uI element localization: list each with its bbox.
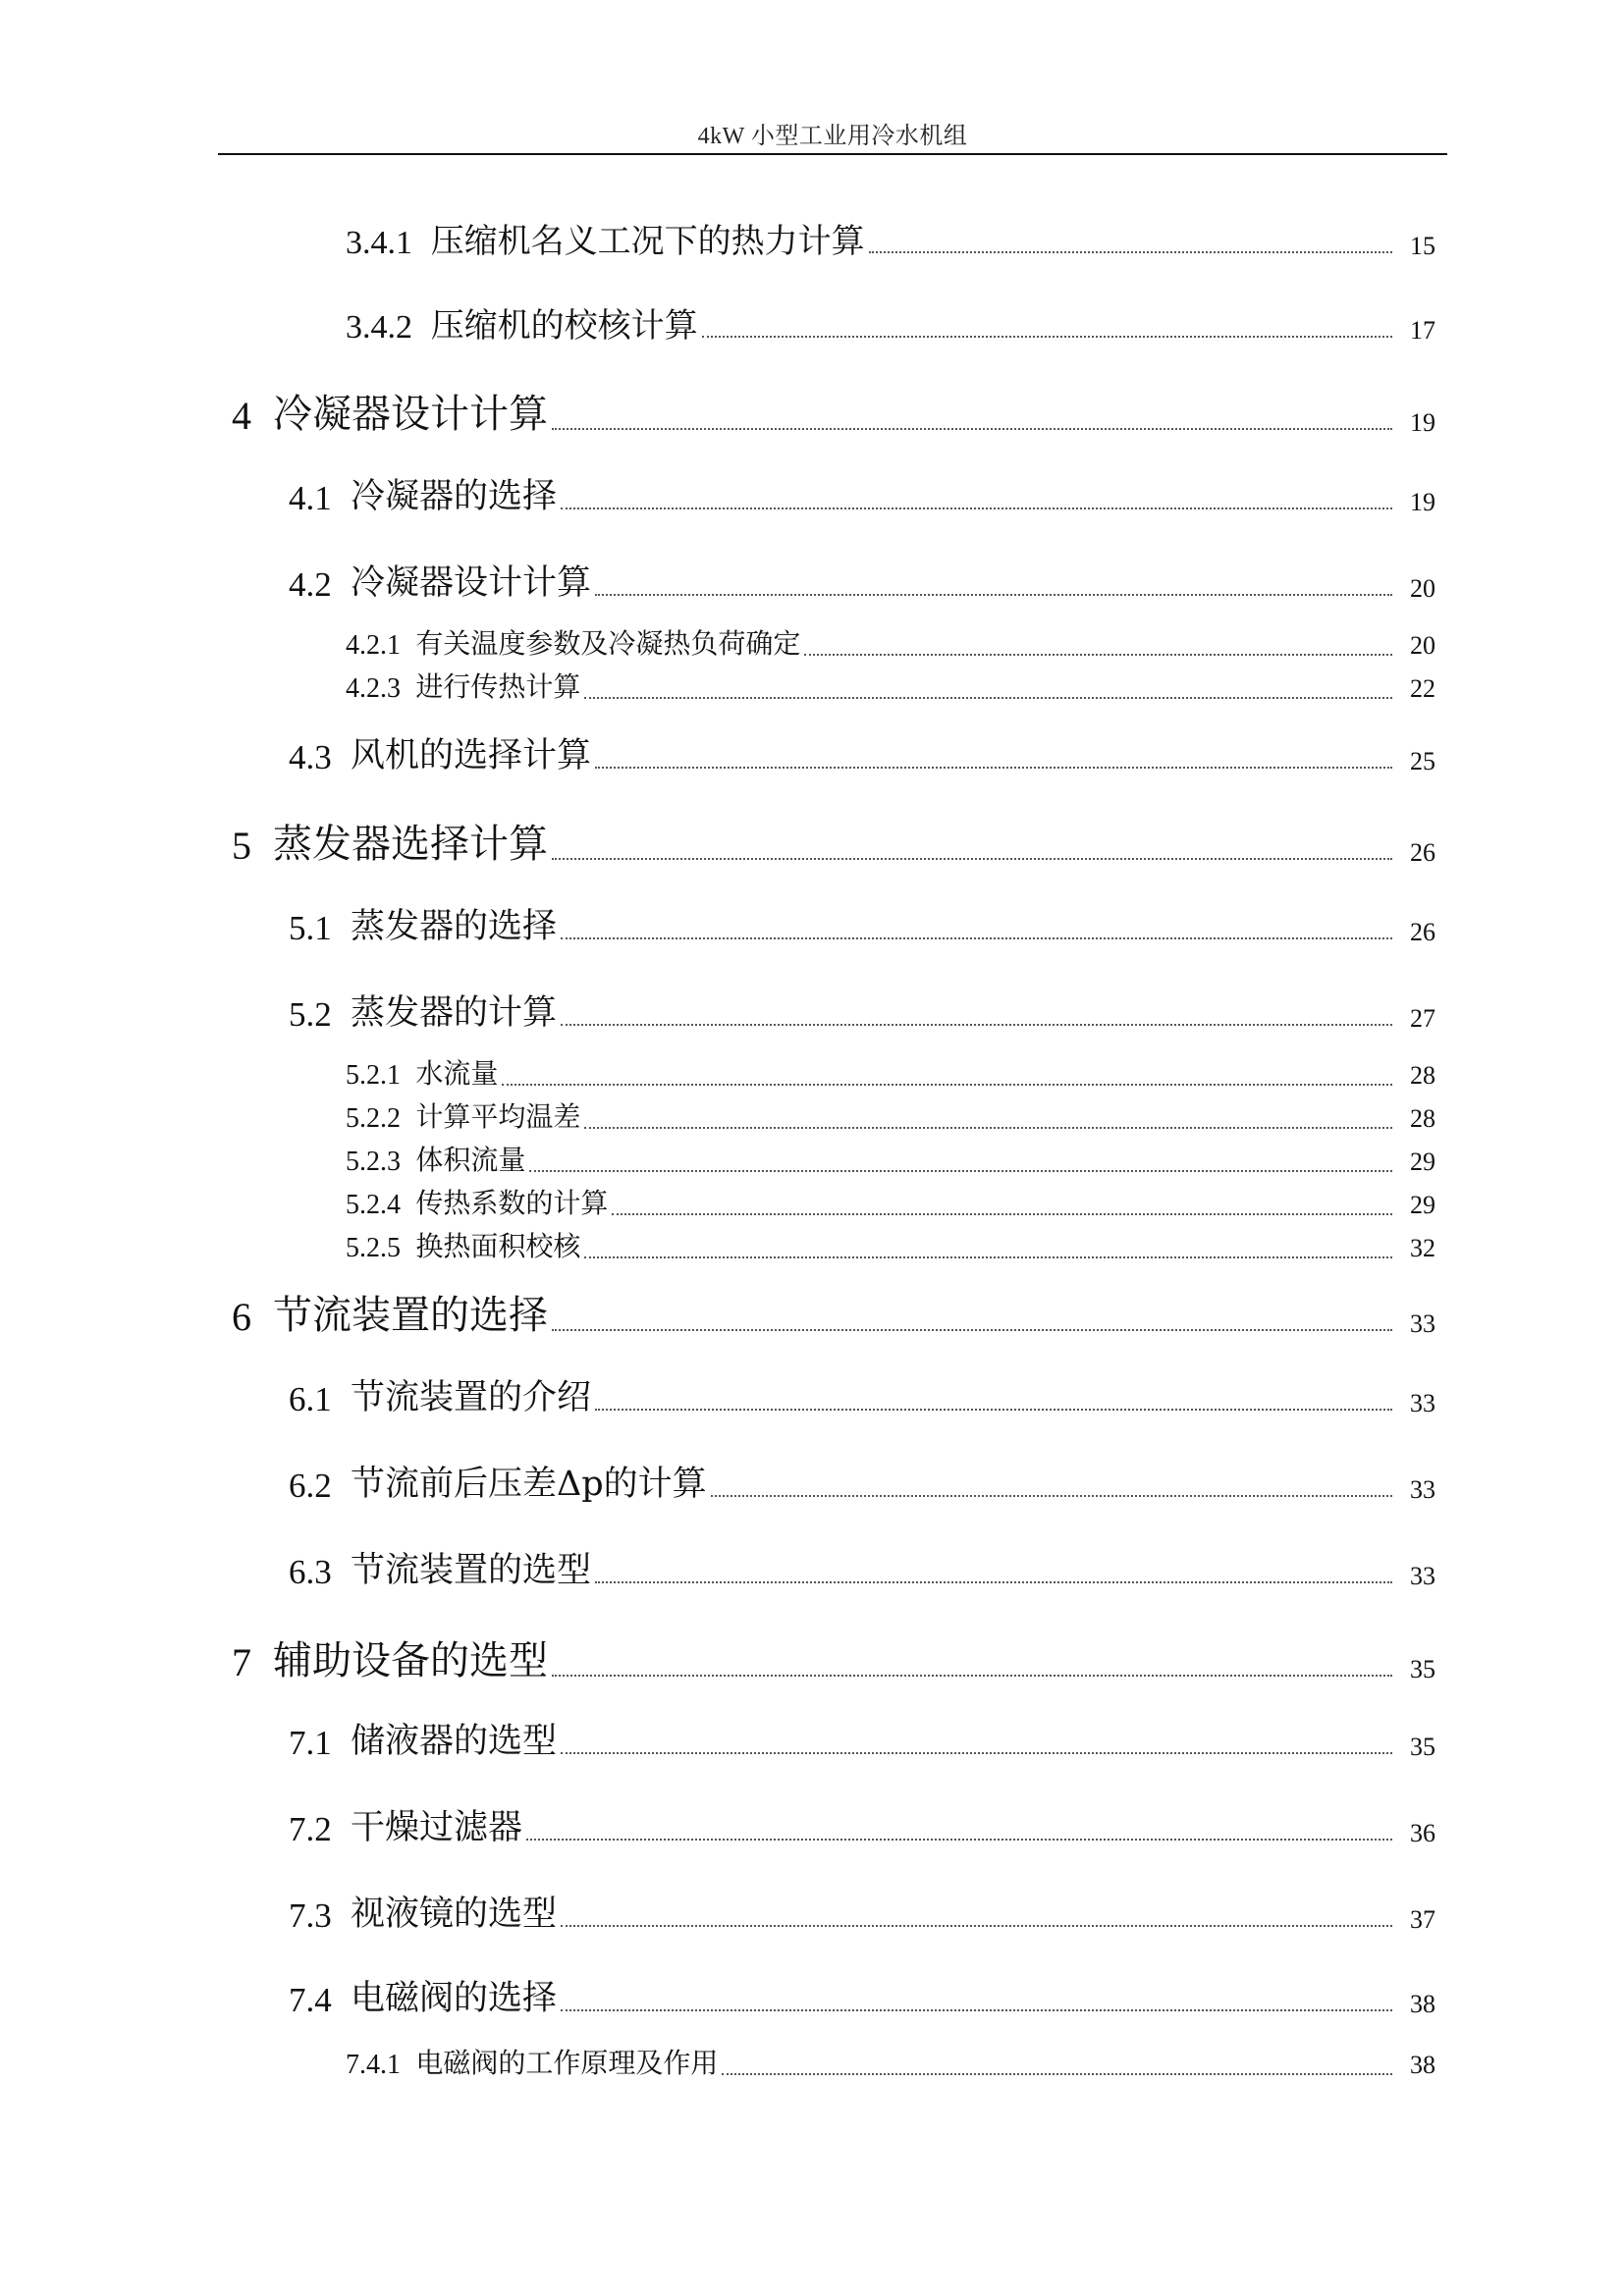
- toc-entry-title: 冷凝器设计计算: [273, 392, 548, 437]
- toc-entry[interactable]: [346, 1225, 1435, 1264]
- toc-entry-page-number: 15: [1410, 232, 1435, 260]
- dot-leader: [702, 336, 1392, 338]
- toc-entry-page-number: 25: [1410, 747, 1435, 775]
- toc-entry-number: 4.1: [289, 479, 332, 517]
- toc-entry-title: 节流装置的选择: [273, 1293, 548, 1338]
- toc-entry[interactable]: [289, 986, 1435, 1035]
- toc-entry-number: 5.2.4: [346, 1190, 401, 1220]
- toc-entry-page-number: 29: [1410, 1148, 1435, 1176]
- dot-leader: [869, 251, 1392, 253]
- toc-entry-page-number: 20: [1410, 574, 1435, 603]
- toc-entry[interactable]: [289, 1800, 1435, 1849]
- toc-entry-title: 体积流量: [415, 1144, 526, 1176]
- toc-entry-number: 7: [232, 1640, 251, 1684]
- toc-entry-page-number: 35: [1410, 1733, 1435, 1761]
- dot-leader: [584, 1127, 1392, 1129]
- toc-entry-number: 7.3: [289, 1896, 332, 1935]
- toc-entry-number: 4: [232, 394, 251, 438]
- toc-entry-title: 干燥过滤器: [351, 1808, 523, 1847]
- toc-entry[interactable]: [289, 1971, 1435, 2020]
- toc-entry-title: 节流前后压差Δp的计算: [351, 1465, 707, 1504]
- toc-entry-number: 3.4.1: [346, 225, 412, 261]
- toc-entry-number: 5.2.3: [346, 1147, 401, 1177]
- toc-entry[interactable]: [346, 2042, 1435, 2081]
- toc-entry-number: 5: [232, 824, 251, 868]
- toc-entry[interactable]: [346, 666, 1435, 705]
- toc-entry[interactable]: [289, 556, 1435, 605]
- toc-entry-title: 水流量: [415, 1057, 499, 1090]
- toc-entry[interactable]: [232, 383, 1435, 439]
- toc-entry-page-number: 22: [1410, 674, 1435, 703]
- dot-leader: [804, 654, 1392, 656]
- dot-leader: [595, 594, 1392, 596]
- toc-entry-page-number: 26: [1410, 838, 1435, 867]
- toc-entry-title: 冷凝器设计计算: [351, 563, 592, 603]
- toc-entry-number: 3.4.2: [346, 309, 412, 346]
- toc-entry-page-number: 26: [1410, 918, 1435, 946]
- toc-entry-page-number: 17: [1410, 316, 1435, 345]
- toc-entry-number: 4.2.1: [346, 630, 401, 661]
- toc-entry[interactable]: [232, 813, 1435, 869]
- toc-entry-number: 4.2.3: [346, 673, 401, 704]
- dot-leader: [552, 428, 1392, 430]
- toc-entry-page-number: 28: [1410, 1061, 1435, 1090]
- toc-entry-title: 蒸发器的选择: [351, 907, 558, 946]
- toc-entry-page-number: 33: [1410, 1475, 1435, 1504]
- toc-entry-title: 计算平均温差: [415, 1100, 581, 1133]
- dot-leader: [502, 1084, 1392, 1086]
- toc-entry-title: 节流装置的选型: [351, 1551, 592, 1590]
- toc-entry-page-number: 27: [1410, 1004, 1435, 1033]
- toc-entry[interactable]: [289, 1887, 1435, 1936]
- toc-entry-number: 4.3: [289, 738, 332, 776]
- toc-entry-title: 传热系数的计算: [415, 1187, 609, 1219]
- running-header: 4kW 小型工业用冷水机组: [697, 124, 968, 149]
- toc-entry-number: 5.1: [289, 909, 332, 947]
- toc-entry-page-number: 36: [1410, 1819, 1435, 1847]
- toc-entry[interactable]: [346, 1139, 1435, 1178]
- dot-leader: [561, 1024, 1392, 1026]
- toc-entry-number: 7.4.1: [346, 2050, 401, 2080]
- toc-entry-number: 5.2: [289, 995, 332, 1034]
- toc-entry-title: 有关温度参数及冷凝热负荷确定: [415, 627, 801, 660]
- dot-leader: [612, 1213, 1392, 1215]
- dot-leader: [561, 507, 1392, 509]
- toc-entry-page-number: 38: [1410, 2051, 1435, 2079]
- toc-entry-page-number: 29: [1410, 1191, 1435, 1219]
- toc-entry-number: 5.2.1: [346, 1060, 401, 1091]
- toc-entry-title: 换热面积校核: [415, 1230, 581, 1262]
- toc-entry-number: 7.4: [289, 1981, 332, 2019]
- toc-entry-number: 7.1: [289, 1724, 332, 1762]
- dot-leader: [561, 1752, 1392, 1754]
- toc-entry-page-number: 33: [1410, 1309, 1435, 1338]
- dot-leader: [722, 2073, 1392, 2075]
- toc-entry[interactable]: [346, 1095, 1435, 1135]
- toc-entry[interactable]: [232, 1629, 1435, 1685]
- toc-entry[interactable]: [289, 1457, 1435, 1506]
- toc-entry[interactable]: [346, 622, 1435, 662]
- dot-leader: [526, 1839, 1392, 1841]
- toc-entry-title: 电磁阀的选择: [351, 1979, 558, 2018]
- dot-leader: [561, 2009, 1392, 2011]
- toc-entry[interactable]: [289, 1543, 1435, 1592]
- dot-leader: [595, 1409, 1392, 1411]
- toc-entry[interactable]: [289, 899, 1435, 948]
- toc-entry-number: 6.2: [289, 1467, 332, 1505]
- toc-entry-title: 压缩机名义工况下的热力计算: [430, 222, 865, 261]
- toc-entry-title: 风机的选择计算: [351, 736, 592, 775]
- dot-leader: [552, 858, 1392, 860]
- toc-entry-title: 压缩机的校核计算: [430, 306, 698, 346]
- toc-entry-page-number: 19: [1410, 408, 1435, 437]
- toc-entry-title: 储液器的选型: [351, 1722, 558, 1761]
- dot-leader: [584, 1256, 1392, 1258]
- toc-entry-title: 辅助设备的选型: [273, 1638, 548, 1683]
- toc-entry-title: 节流装置的介绍: [351, 1378, 592, 1417]
- toc-entry[interactable]: [289, 1370, 1435, 1419]
- toc-entry-number: 5.2.2: [346, 1103, 401, 1134]
- toc-entry-page-number: 35: [1410, 1655, 1435, 1683]
- toc-entry-page-number: 33: [1410, 1389, 1435, 1417]
- toc-entry[interactable]: [346, 214, 1435, 262]
- dot-leader: [561, 1925, 1392, 1927]
- toc-entry[interactable]: [232, 1284, 1435, 1340]
- dot-leader: [595, 767, 1392, 769]
- toc-entry-number: 6.3: [289, 1553, 332, 1591]
- toc-entry-number: 5.2.5: [346, 1233, 401, 1263]
- toc-entry-page-number: 28: [1410, 1104, 1435, 1133]
- toc-entry[interactable]: [289, 728, 1435, 777]
- toc-entry-number: 6: [232, 1295, 251, 1339]
- toc-entry-title: 蒸发器选择计算: [273, 822, 548, 867]
- toc-entry[interactable]: [289, 469, 1435, 518]
- dot-leader: [561, 937, 1392, 939]
- toc-entry-number: 7.2: [289, 1810, 332, 1848]
- toc-entry-page-number: 37: [1410, 1905, 1435, 1934]
- toc-entry-title: 冷凝器的选择: [351, 477, 558, 516]
- dot-leader: [552, 1329, 1392, 1331]
- toc-entry[interactable]: [346, 1052, 1435, 1092]
- dot-leader: [595, 1581, 1392, 1583]
- toc-entry-page-number: 33: [1410, 1562, 1435, 1590]
- toc-entry-title: 蒸发器的计算: [351, 993, 558, 1033]
- dot-leader: [552, 1675, 1392, 1677]
- toc-entry-page-number: 19: [1410, 488, 1435, 516]
- toc-entry-page-number: 32: [1410, 1234, 1435, 1262]
- dot-leader: [711, 1495, 1392, 1497]
- toc-entry-title: 视液镜的选型: [351, 1895, 558, 1934]
- toc-entry-title: 电磁阀的工作原理及作用: [415, 2047, 719, 2079]
- toc-entry-page-number: 20: [1410, 631, 1435, 660]
- toc-entry-page-number: 38: [1410, 1990, 1435, 2018]
- toc-entry[interactable]: [289, 1714, 1435, 1763]
- dot-leader: [584, 697, 1392, 699]
- toc-entry[interactable]: [346, 1182, 1435, 1221]
- toc-entry[interactable]: [346, 298, 1435, 347]
- toc-entry-title: 进行传热计算: [415, 670, 581, 703]
- toc-entry-number: 6.1: [289, 1380, 332, 1418]
- dot-leader: [529, 1170, 1392, 1172]
- toc-entry-number: 4.2: [289, 565, 332, 604]
